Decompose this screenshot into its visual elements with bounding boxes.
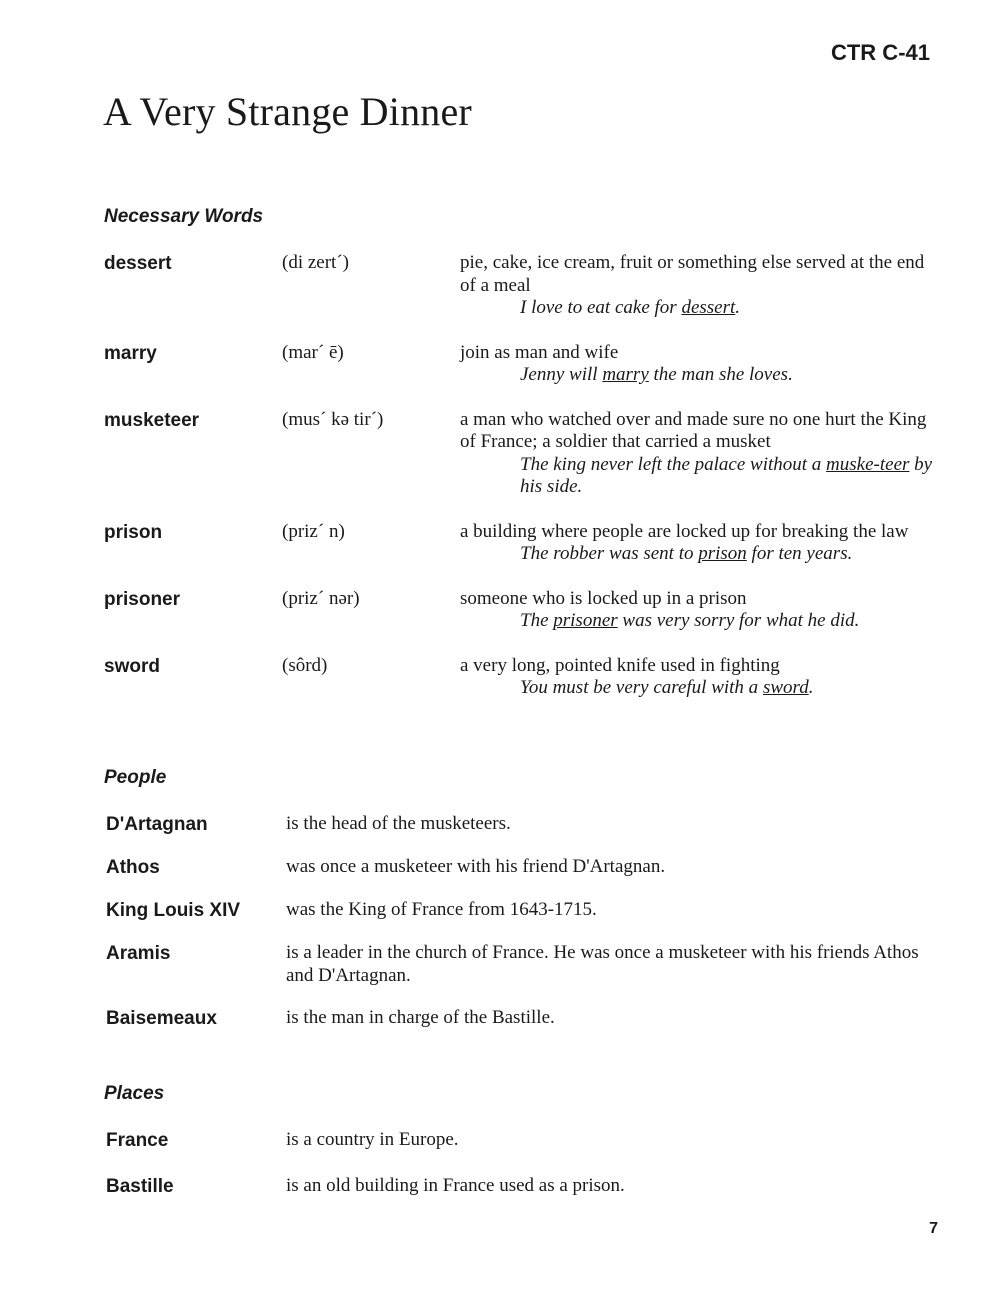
vocab-pronunciation: (sôrd) (282, 654, 328, 676)
person-name: King Louis XIV (106, 900, 241, 921)
necessary-words-heading: Necessary Words (104, 206, 264, 227)
vocab-definition: join as man and wife (460, 341, 619, 363)
vocab-entry (104, 655, 944, 700)
example-text: was very sorry for what he did. (617, 610, 860, 631)
vocab-definition: a very long, pointed knife used in fighting (460, 654, 780, 676)
example-text: Jenny will (520, 364, 603, 385)
person-description: was the King of France from 1643-1715. (286, 899, 597, 920)
places-heading: Places (104, 1083, 165, 1104)
vocab-entry (104, 252, 944, 320)
page-number: 7 (929, 1220, 938, 1237)
vocab-pronunciation: (di zert´) (282, 252, 349, 273)
example-text: by his side. (520, 453, 933, 497)
vocab-example (460, 297, 940, 320)
document-code: CTR C-41 (830, 40, 930, 65)
person-description: is the man in charge of the Bastille. (286, 1007, 555, 1028)
vocab-word: sword (104, 655, 160, 677)
example-text: The robber was sent to (520, 543, 699, 564)
vocab-pronunciation: (mus´ kə tir´) (282, 408, 384, 430)
vocab-example (460, 610, 940, 633)
example-text: You must be very careful with a (520, 677, 763, 698)
vocab-example (460, 454, 940, 499)
vocab-entry (104, 409, 944, 499)
example-text: the man she loves. (648, 364, 793, 385)
vocab-word: musketeer (104, 409, 200, 431)
vocab-pronunciation: (mar´ ē) (282, 341, 344, 363)
vocab-entry (104, 342, 944, 387)
vocab-definition: a building where people are locked up for breaking the law (460, 520, 909, 542)
place-description: is an old building in France used as a prison. (286, 1175, 625, 1196)
vocab-pronunciation: (priz´ n) (282, 520, 345, 542)
person-name: D'Artagnan (106, 814, 208, 835)
place-entry (106, 1129, 946, 1152)
example-text: . (735, 297, 741, 318)
example-keyword: sword (762, 677, 809, 698)
example-text: The king never left the palace without a (520, 453, 827, 475)
vocab-definition: someone who is locked up in a prison (460, 587, 747, 609)
example-keyword: dessert (681, 297, 736, 318)
vocab-definition-block (460, 342, 940, 387)
person-entry (106, 856, 946, 879)
vocab-entry (104, 588, 944, 633)
vocab-word: dessert (104, 253, 172, 274)
example-text: I love to eat cake for (520, 297, 682, 318)
people-list (106, 813, 946, 1050)
person-entry (106, 813, 946, 836)
vocab-pronunciation: (priz´ nər) (282, 587, 360, 609)
person-name: Aramis (106, 943, 171, 964)
vocab-definition-block (460, 521, 940, 566)
places-list (106, 1129, 946, 1218)
person-description: is the head of the musketeers. (286, 813, 511, 834)
example-text: The (520, 610, 554, 631)
vocab-word: prison (104, 521, 163, 543)
vocab-definition-block (460, 655, 940, 700)
person-entry (106, 942, 946, 987)
vocab-example (460, 543, 940, 566)
vocab-entry (104, 521, 944, 566)
example-keyword: muske-teer (826, 453, 910, 475)
vocab-definition-block (460, 252, 940, 320)
place-description: is a country in Europe. (286, 1129, 459, 1150)
person-name: Baisemeaux (106, 1008, 217, 1029)
place-entry (106, 1175, 946, 1198)
person-entry (106, 1007, 946, 1030)
vocab-definition-block (460, 409, 940, 499)
person-entry (106, 899, 946, 922)
vocab-definition: a man who watched over and made sure no one hurt the King of France; a soldier that carried a musket (460, 408, 927, 452)
person-description: was once a musketeer with his friend D'Artagnan. (286, 856, 666, 877)
vocab-definition-block (460, 588, 940, 633)
page-title: A Very Strange Dinner (103, 89, 472, 134)
person-name: Athos (106, 857, 160, 878)
example-keyword: marry (602, 364, 649, 385)
example-text: for ten years. (746, 543, 853, 564)
example-text: . (808, 677, 814, 698)
example-keyword: prisoner (553, 610, 618, 631)
example-keyword: prison (698, 543, 747, 564)
place-name: Bastille (106, 1176, 174, 1197)
people-heading: People (104, 767, 167, 788)
person-description: is a leader in the church of France. He was once a musketeer with his friends Athos and D'Artagnan. (286, 942, 919, 986)
vocab-example (460, 677, 940, 700)
vocab-example (460, 364, 940, 387)
place-name: France (106, 1130, 169, 1151)
vocab-word: prisoner (104, 588, 181, 610)
vocab-definition: pie, cake, ice cream, fruit or something else served at the end of a meal (460, 252, 925, 296)
vocab-word: marry (104, 342, 157, 364)
vocabulary-list (104, 252, 944, 722)
